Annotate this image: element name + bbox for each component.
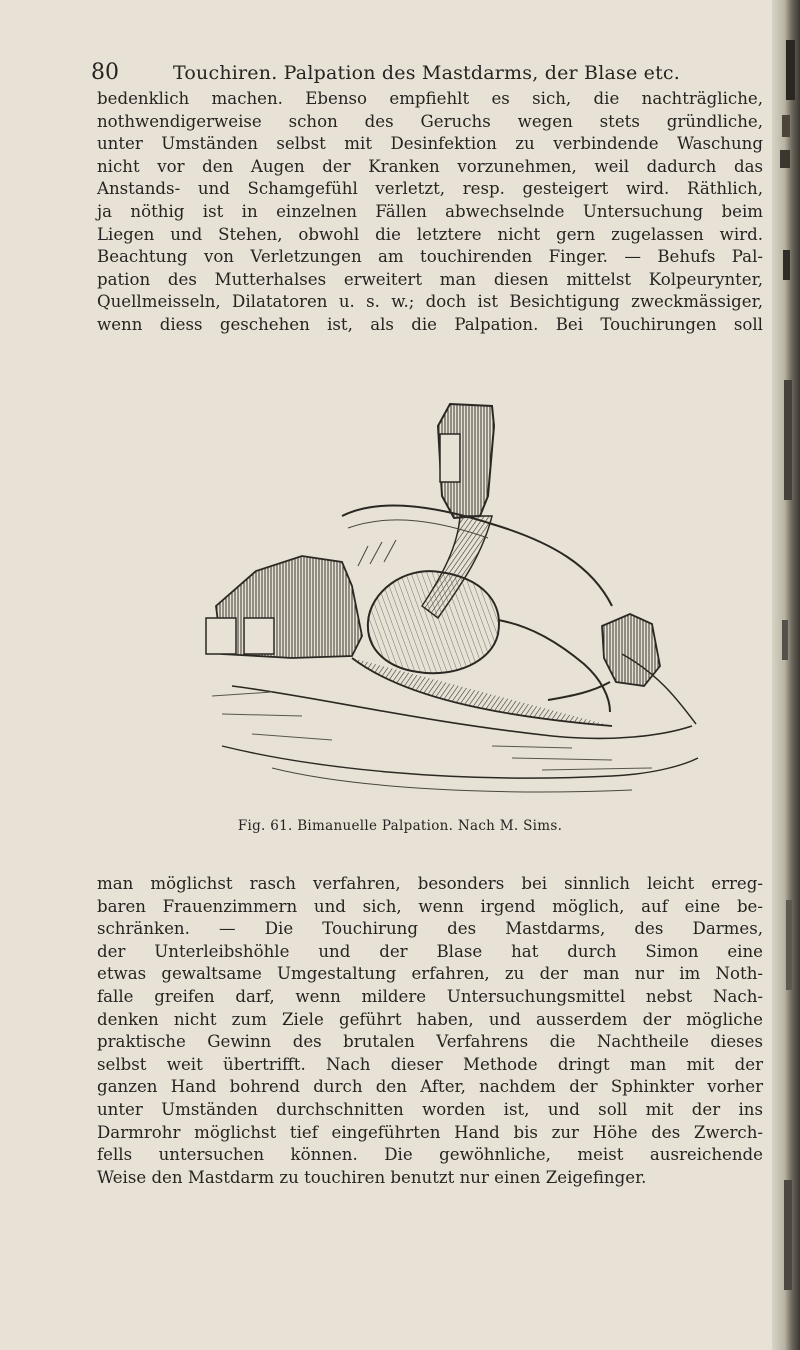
text-line: bedenklich machen. Ebenso empfiehlt es sich, die nachträgliche, xyxy=(97,89,763,108)
text-line: Darmrohr möglichst tief eingeführten Hand bis zur Höhe des Zwerch- xyxy=(97,1122,763,1142)
text-line: wenn diess geschehen ist, als die Palpation. Bei Touchirungen soll xyxy=(97,314,763,334)
text-line: praktische Gewinn des brutalen Verfahrens die Nachtheile dieses xyxy=(97,1032,763,1052)
text-line: man möglichst rasch verfahren, besonders bei sinnlich leicht erreg- xyxy=(97,874,763,893)
pelvic-bone xyxy=(206,556,362,658)
page-edge-stains xyxy=(772,0,800,1350)
text-line: denken nicht zum Ziele geführt haben, und ausserdem der mögliche xyxy=(97,1009,763,1029)
text-line: unter Umständen durchschnitten worden ist, und soll mit der ins xyxy=(97,1099,763,1119)
running-title: Touchiren. Palpation des Mastdarms, der Blase etc. xyxy=(173,62,680,84)
page-number: 80 xyxy=(91,60,119,85)
text-line: selbst weit übertrifft. Nach dieser Methode dringt man mit der xyxy=(97,1054,763,1074)
text-line: nothwendigerweise schon des Geruchs wegen stets gründliche, xyxy=(97,111,763,131)
text-line: der Unterleibshöhle und der Blase hat durch Simon eine xyxy=(97,941,763,961)
text-line: Weise den Mastdarm zu touchiren benutzt nur einen Zeigefinger. xyxy=(97,1167,647,1187)
text-line: Liegen und Stehen, obwohl die letztere nicht gern zugelassen wird. xyxy=(97,224,763,244)
lower-hand xyxy=(548,614,696,724)
figure-caption: Fig. 61. Bimanuelle Palpation. Nach M. Sims. xyxy=(237,818,563,834)
text-line: unter Umständen selbst mit Desinfektion zu verbindende Waschung xyxy=(97,134,763,154)
text-line: etwas gewaltsame Umgestaltung erfahren, zu der man nur im Noth- xyxy=(97,964,763,984)
running-header xyxy=(91,60,761,90)
text-line: ja nöthig ist in einzelnen Fällen abwechselnde Untersuchung beim xyxy=(97,201,763,221)
text-line: fells untersuchen können. Die gewöhnliche, meist ausreichende xyxy=(97,1145,763,1165)
text-line: nicht vor den Augen der Kranken vorzunehmen, weil dadurch das xyxy=(97,156,763,176)
text-line: falle greifen darf, wenn mildere Untersuchungsmittel nebst Nach- xyxy=(97,986,763,1006)
illustration-drawing xyxy=(192,396,700,806)
paragraph-bottom xyxy=(97,873,763,1189)
text-line: Beachtung von Verletzungen am touchirenden Finger. — Behufs Pal- xyxy=(97,247,763,267)
text-line: Anstands- und Schamgefühl verletzt, resp. gesteigert wird. Räthlich, xyxy=(97,179,763,199)
paragraph-top xyxy=(97,88,763,337)
text-line: baren Frauenzimmern und sich, wenn irgend möglich, auf eine be- xyxy=(97,896,763,916)
anatomical-illustration xyxy=(192,396,700,806)
text-line: pation des Mutterhalses erweitert man diesen mittelst Kolpeurynter, xyxy=(97,269,763,289)
text-line: Quellmeisseln, Dilatatoren u. s. w.; doch ist Besichtigung zweckmässiger, xyxy=(97,292,763,312)
text-line: ganzen Hand bohrend durch den After, nachdem der Sphinkter vorher xyxy=(97,1077,763,1097)
text-line: schränken. — Die Touchirung des Mastdarms, des Darmes, xyxy=(97,919,763,939)
